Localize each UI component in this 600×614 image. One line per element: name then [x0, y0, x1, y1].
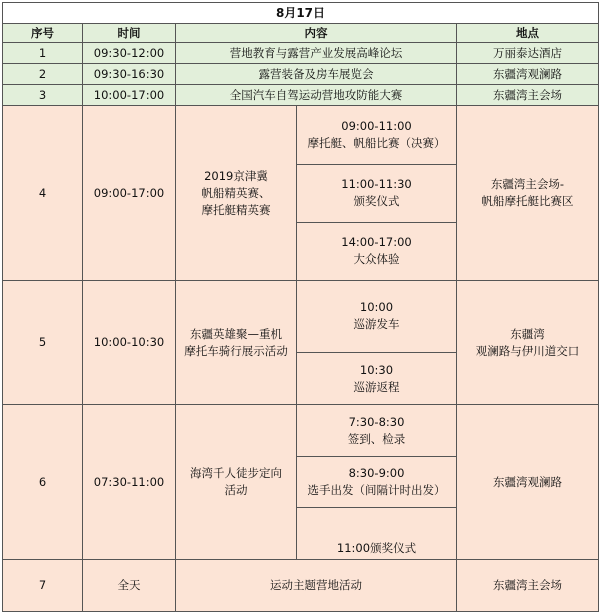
row-place: [457, 405, 599, 559]
row-no: 3: [3, 85, 83, 106]
sub-session: [297, 507, 457, 559]
session-desc: 大众体验: [353, 252, 400, 267]
row-no: 4: [3, 106, 83, 281]
session-time: 7:30-8:30: [348, 414, 405, 429]
place-line: 东疆湾: [510, 326, 545, 341]
sub-session: [297, 106, 457, 164]
table-row: [3, 405, 599, 457]
row-content: 全国汽车自驾运动营地攻防能大赛: [176, 85, 457, 106]
row-event-name: [176, 280, 297, 404]
row-content: 露营装备及房车展览会: [176, 64, 457, 85]
row-time: 09:30-16:30: [83, 64, 176, 85]
row-place: 东疆湾主会场: [457, 85, 599, 106]
event-line: 海湾千人徒步定向: [190, 466, 282, 480]
table-row: [3, 64, 599, 85]
session-desc: 摩托艇、帆船比赛（决赛）: [307, 135, 446, 150]
schedule-table: [2, 2, 599, 612]
header-row: [3, 24, 599, 43]
sub-session: [297, 353, 457, 405]
session-desc: 巡游返程: [353, 379, 400, 394]
row-time: 09:30-12:00: [83, 43, 176, 64]
header-no: 序号: [3, 24, 83, 43]
row-place: 东疆湾观澜路: [457, 64, 599, 85]
row-time: 07:30-11:00: [83, 405, 176, 559]
row-content: 营地教育与露营产业发展高峰论坛: [176, 43, 457, 64]
row-place: 万丽泰达酒店: [457, 43, 599, 64]
session-time: 09:00-11:00: [341, 118, 412, 133]
row-event-name: [176, 405, 297, 559]
row-time: 10:00-17:00: [83, 85, 176, 106]
table-row: [3, 106, 599, 164]
sub-session: [297, 222, 457, 280]
session-time: 11:00-11:30: [341, 177, 412, 192]
row-no: 1: [3, 43, 83, 64]
row-no: 2: [3, 64, 83, 85]
place-line: 帆船摩托艇比赛区: [481, 194, 574, 209]
sub-session: [297, 280, 457, 352]
table-row: [3, 43, 599, 64]
session-time: 10:00: [359, 300, 394, 315]
session-time: 8:30-9:00: [348, 466, 405, 480]
row-content: 运动主题营地活动: [176, 559, 457, 611]
sub-session: [297, 164, 457, 222]
header-content: 内容: [176, 24, 457, 43]
event-line: 2019京津冀: [204, 168, 268, 183]
table-row: [3, 280, 599, 352]
title-row: [3, 3, 599, 24]
place-line: 东疆湾观澜路: [493, 474, 563, 489]
row-time: 09:00-17:00: [83, 106, 176, 281]
sub-session: [297, 405, 457, 457]
session-desc: 巡游发车: [353, 317, 400, 332]
row-no: 6: [3, 405, 83, 559]
session-desc: 颁奖仪式: [353, 194, 400, 209]
event-line: 摩托艇精英赛: [201, 202, 271, 217]
event-line: 帆船精英赛、: [201, 185, 271, 200]
row-place: [457, 280, 599, 404]
sub-session: [297, 457, 457, 507]
place-line: 观澜路与伊川道交口: [475, 343, 580, 358]
session-desc: 选手出发（间隔计时出发）: [307, 483, 446, 497]
session-desc: 11:00颁奖仪式: [336, 540, 417, 555]
table-row: [3, 85, 599, 106]
session-desc: 签到、检录: [347, 431, 406, 446]
row-time: 全天: [83, 559, 176, 611]
row-time: 10:00-10:30: [83, 280, 176, 404]
table-title: 8月17日: [3, 3, 599, 24]
row-place: [457, 106, 599, 281]
row-event-name: [176, 106, 297, 281]
row-no: 7: [3, 559, 83, 611]
table-row: [3, 559, 599, 611]
event-line: 东疆英雄聚—重机: [190, 326, 282, 341]
row-place: 东疆湾主会场: [457, 559, 599, 611]
event-line: 摩托车骑行展示活动: [184, 343, 288, 358]
header-time: 时间: [83, 24, 176, 43]
row-no: 5: [3, 280, 83, 404]
session-time: 14:00-17:00: [341, 235, 412, 250]
place-line: 东疆湾主会场-: [490, 177, 565, 192]
header-place: 地点: [457, 24, 599, 43]
event-line: 活动: [224, 483, 248, 497]
session-time: 10:30: [359, 362, 394, 377]
